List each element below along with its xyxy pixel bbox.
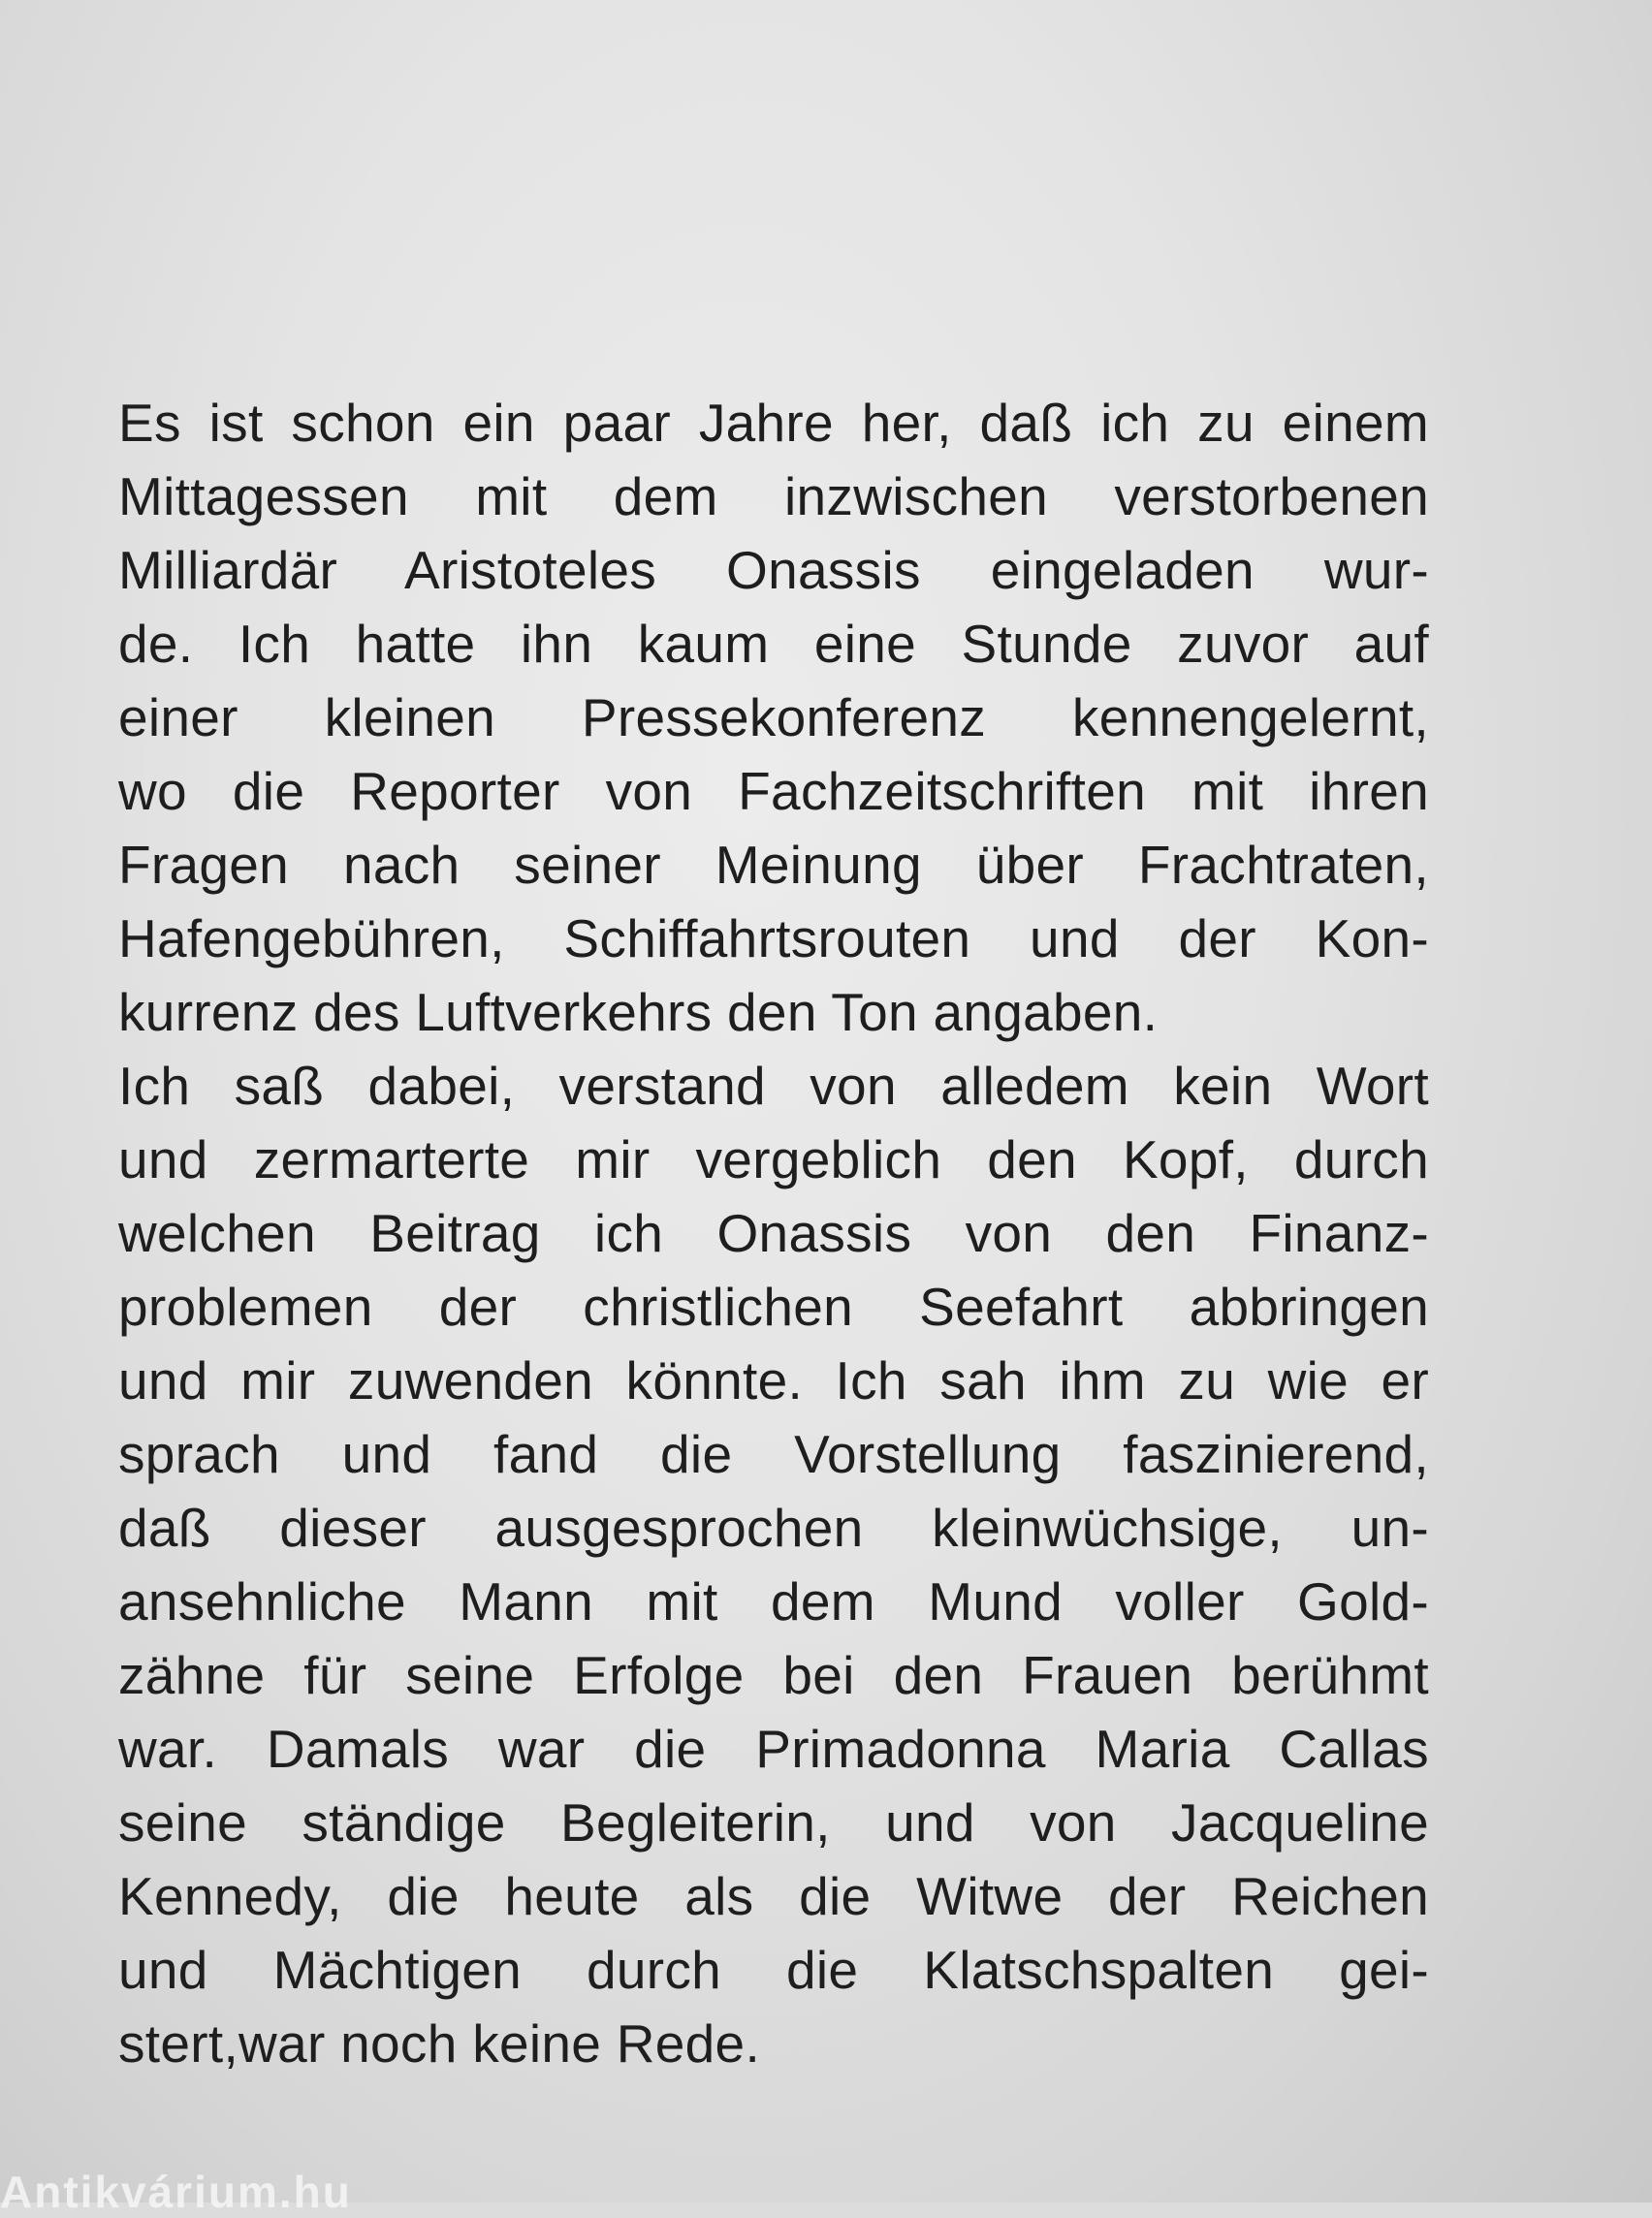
- text-line: Mittagessen mit dem inzwischen verstorbenen: [118, 466, 1429, 526]
- text-line: sprach und fand die Vorstellung faszinierend,: [118, 1424, 1429, 1484]
- body-text: [118, 386, 1429, 2080]
- text-line: de. Ich hatte ihn kaum eine Stunde zuvor auf: [118, 614, 1429, 674]
- text-line: wo die Reporter von Fachzeitschriften mit ihren: [118, 761, 1429, 821]
- text-line: Ich saß dabei, verstand von alledem kein Wort: [118, 1056, 1429, 1116]
- text-line: Es ist schon ein paar Jahre her, daß ich zu einem: [118, 393, 1429, 453]
- text-line: daß dieser ausgesprochen kleinwüchsige, un-: [118, 1498, 1429, 1558]
- text-line: Kennedy, die heute als die Witwe der Reichen: [118, 1866, 1429, 1926]
- watermark: Antikvárium.hu: [0, 2167, 352, 2217]
- text-line: ansehnliche Mann mit dem Mund voller Gold-: [118, 1571, 1429, 1632]
- text-line: Fragen nach seiner Meinung über Frachtraten,: [118, 835, 1429, 895]
- text-line: war. Damals war die Primadonna Maria Callas: [118, 1719, 1429, 1779]
- text-line: Milliardär Aristoteles Onassis eingeladen wur-: [118, 540, 1429, 600]
- text-line: zähne für seine Erfolge bei den Frauen berühmt: [118, 1645, 1429, 1705]
- text-line: seine ständige Begleiterin, und von Jacqueline: [118, 1792, 1429, 1853]
- text-line: und zermarterte mir vergeblich den Kopf, durch: [118, 1129, 1429, 1189]
- text-line: kurrenz des Luftverkehrs den Ton angaben.: [118, 982, 1159, 1042]
- text-line: einer kleinen Pressekonferenz kennengelernt,: [118, 687, 1429, 747]
- text-line: und mir zuwenden könnte. Ich sah ihm zu wie er: [118, 1350, 1429, 1410]
- text-line: und Mächtigen durch die Klatschspalten gei-: [118, 1940, 1429, 2000]
- text-line: problemen der christlichen Seefahrt abbringen: [118, 1277, 1429, 1337]
- text-line: welchen Beitrag ich Onassis von den Finanz-: [118, 1203, 1429, 1263]
- text-line: stert,war noch keine Rede.: [118, 2013, 761, 2074]
- text-line: Hafengebühren, Schiffahrtsrouten und der Kon-: [118, 908, 1429, 968]
